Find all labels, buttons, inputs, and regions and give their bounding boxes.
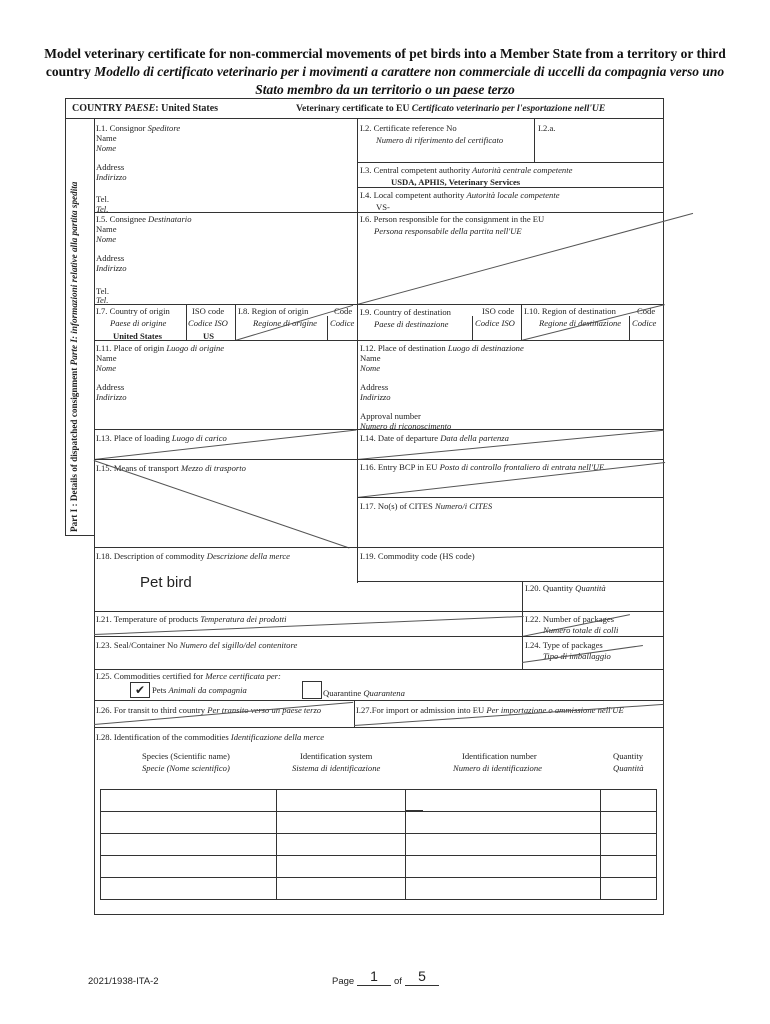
i20-divider [522,581,523,669]
i12-name-label: Name [360,353,381,363]
i18-label: I.18. Description of commodity Descrizione della merce [96,551,290,561]
i2-bottom-line [357,162,664,163]
i7-label-italian: Paese di origine [110,318,167,328]
i8-label: I.8. Region of origin [238,306,309,316]
col-species-header: Species (Scientific name) [142,751,230,761]
table-col-line [656,789,657,899]
i10-code-label: Code [637,306,656,316]
i19-bottom-line [357,581,664,582]
i22-label-italian: Numero totale di colli [543,625,619,635]
side-label-english: Part I : Details of dispatched consignment [69,367,79,532]
i2a-label: I.2.a. [538,123,556,133]
i16-bottom-line [357,497,664,498]
i8-code-divider [327,316,328,340]
i11-address-label: Address [96,382,125,392]
i12-name-label-italian: Nome [360,363,381,373]
col-id-system-header: Identification system [300,751,373,761]
frame-left-line [65,98,66,535]
i11-name-label: Name [96,353,117,363]
page-total: 5 [405,968,439,986]
i27-divider [354,700,355,728]
i5-tel-label: Tel. [96,286,109,296]
page-number: 1 [357,968,391,986]
row-i13-top-line [94,429,664,430]
i4-label: I.4. Local competent authority Autorità locale competente [360,190,560,200]
certificate-title [40,45,730,99]
table-row-line [100,789,657,790]
i27-label: I.27.For import or admission into EU Per importazione o ammissione nell'UE [356,705,624,715]
i2-label: I.2. Certificate reference No [360,123,457,133]
col-id-number-header: Identification number [462,751,537,761]
row-i11-top-line [94,340,664,341]
i24-label: I.24. Type of packages [525,640,603,650]
row-i28-top-line [94,727,664,728]
i3-bottom-line [357,187,664,188]
i12-approval-label-italian: Numero di riconoscimento [360,421,452,431]
col-id-system-header-italian: Sistema di identificazione [292,763,381,773]
country-header: COUNTRY PAESE: United States [72,103,219,114]
vet-cert-label-italian: Certificato veterinario per l'esportazione nell'UE [411,103,606,114]
of-label: of [394,976,402,987]
i12-approval-label: Approval number [360,411,421,421]
i1-label: I.1. Consignor Speditore [96,123,181,133]
i2-label-italian: Numero di riferimento del certificato [376,135,504,145]
i24-label-italian: Tipo di imballaggio [543,651,611,661]
row-i18-top-line [94,547,664,548]
i22-label: I.22. Number of packages [525,614,615,624]
i17-label: I.17. No(s) of CITES Numero/i CITES [360,501,493,511]
quarantine-checkbox[interactable] [302,681,322,699]
i4-value: VS- [376,202,390,212]
i9-iso-divider [472,316,473,340]
frame-bottom-line [94,914,664,915]
i11-label: I.11. Place of origin Luogo di origine [96,343,225,353]
form-code: 2021/1938-ITA-2 [88,976,159,987]
check-mark-icon: ✔ [134,683,146,697]
table-row-line [100,877,657,878]
i14-label: I.14. Date of departure Data della partenza [360,433,509,443]
row-i7-top-line [94,304,664,305]
table-row-line [100,855,657,856]
i15-label: I.15. Means of transport Mezzo di trasporto [96,463,246,473]
i12-address-label-italian: Indirizzo [360,392,391,402]
i9-label: I.9. Country of destination [360,307,451,317]
i8-divider [235,304,236,340]
i10-divider [521,304,522,340]
pets-checkbox[interactable] [130,682,150,698]
i2a-divider [534,118,535,163]
side-label-italian: Parte I: informazioni relative alla partita spedita [69,181,79,366]
i5-address-label: Address [96,253,125,263]
i7-iso-label: ISO code [192,306,225,316]
i7-value: United States [113,331,162,341]
col-quantity-header-italian: Quantità [613,763,644,773]
table-col-line [600,789,601,899]
i23-label: I.23. Seal/Container No Numero del sigillo/del contenitore [96,640,298,650]
i12-address-label: Address [360,382,389,392]
i1-address-label: Address [96,162,125,172]
vet-cert-header [296,104,605,114]
page-label: Page [332,976,355,987]
i1-tel-label: Tel. [96,194,109,204]
quarantine-label: Quarantine Quarantena [323,688,405,698]
i18-value: Pet bird [140,574,192,591]
i9-iso-label-italian: Codice ISO [475,318,515,328]
row-i15-top-line [94,459,664,460]
i8-code-label-italian: Codice [330,318,355,328]
i13-label: I.13. Place of loading Luogo di carico [96,433,227,443]
country-label: COUNTRY [72,103,122,114]
table-row-line [100,899,657,900]
col-quantity-header: Quantity [613,751,644,761]
i6-label: I.6. Person responsible for the consignment in the EU [360,214,545,224]
i7-label: I.7. Country of origin [96,306,170,316]
i6-label-italian: Persona responsabile della partita nell'UE [374,226,522,236]
title-english: Model veterinary certificate for non-commercial movements of pet birds into a Member State from a territory or third country [44,46,726,79]
header-divider-line [65,118,664,119]
i9-iso-label: ISO code [482,306,515,316]
pets-label: Pets Animali da compagnia [152,685,247,695]
i5-name-label-italian: Nome [96,234,117,244]
vet-cert-label: Veterinary certificate to EU [296,103,410,114]
country-value: United States [161,103,219,114]
part-one-side-label [69,132,79,532]
table-col-line [405,789,406,899]
row-i25-top-line [94,669,664,670]
i3-label: I.3. Central competent authority Autorità centrale competente [360,165,573,175]
i15-strike-line [94,460,350,548]
i7-iso-divider [186,304,187,340]
i5-label: I.5. Consignee Destinatario [96,214,192,224]
i20-label: I.20. Quantity Quantità [525,583,606,593]
i19-label: I.19. Commodity code (HS code) [360,551,475,561]
side-bottom-line [65,535,95,536]
i7-iso-label-italian: Codice ISO [188,318,228,328]
i9-label-italian: Paese di destinazione [374,319,449,329]
i11-name-label-italian: Nome [96,363,117,373]
row-i21-top-line [94,611,664,612]
table-cell-mark [405,810,423,811]
table-col-line [276,789,277,899]
table-row-line [100,833,657,834]
table-row-line [100,811,657,812]
i8-code-label: Code [334,306,353,316]
country-label-italian: PAESE [124,103,156,114]
i5-name-label: Name [96,224,117,234]
row-i23-top-line [94,636,664,637]
table-col-line [100,789,101,899]
i4-bottom-line [357,212,664,213]
body-left-line [94,118,95,915]
i8-label-italian: Regione di origine [253,318,317,328]
i1-address-label-italian: Indirizzo [96,172,127,182]
col-id-number-header-italian: Numero di identificazione [453,763,542,773]
frame-top-line [65,98,664,99]
i25-label: I.25. Commodities certified for Merce certificata per: [96,671,281,681]
i5-tel-label-italian: Tel. [96,295,109,305]
row-i26-top-line [94,700,664,701]
i5-address-label-italian: Indirizzo [96,263,127,273]
i3-value: USDA, APHIS, Veterinary Services [391,177,521,187]
i1-name-label: Name [96,133,117,143]
i1-name-label-italian: Nome [96,143,117,153]
i16-label: I.16. Entry BCP in EU Posto di controllo frontaliero di entrata nell'UE [360,462,605,472]
i7-iso-value: US [203,331,214,341]
i10-code-label-italian: Codice [632,318,657,328]
col-species-header-italian: Specie (Nome scientifico) [142,763,230,773]
i1-bottom-line [94,212,357,213]
title-italian: Modello di certificato veterinario per i movimenti a carattere non commerciale di uccelli da compagnia verso uno Stato membro da un territorio o un paese terzo [94,64,725,97]
i10-label-italian: Regione di destinazione [539,318,622,328]
i12-label: I.12. Place of destination Luogo di destinazione [360,343,524,353]
i11-address-label-italian: Indirizzo [96,392,127,402]
i26-label: I.26. For transit to third country Per transito verso un paese terzo [96,705,322,715]
i1-tel-label-italian: Tel. [96,204,109,214]
i10-code-divider [629,316,630,340]
i10-label: I.10. Region of destination [524,306,616,316]
i28-label: I.28. Identification of the commodities Identificazione della merce [96,732,325,742]
i21-label: I.21. Temperature of products Temperatura dei prodotti [96,614,287,624]
